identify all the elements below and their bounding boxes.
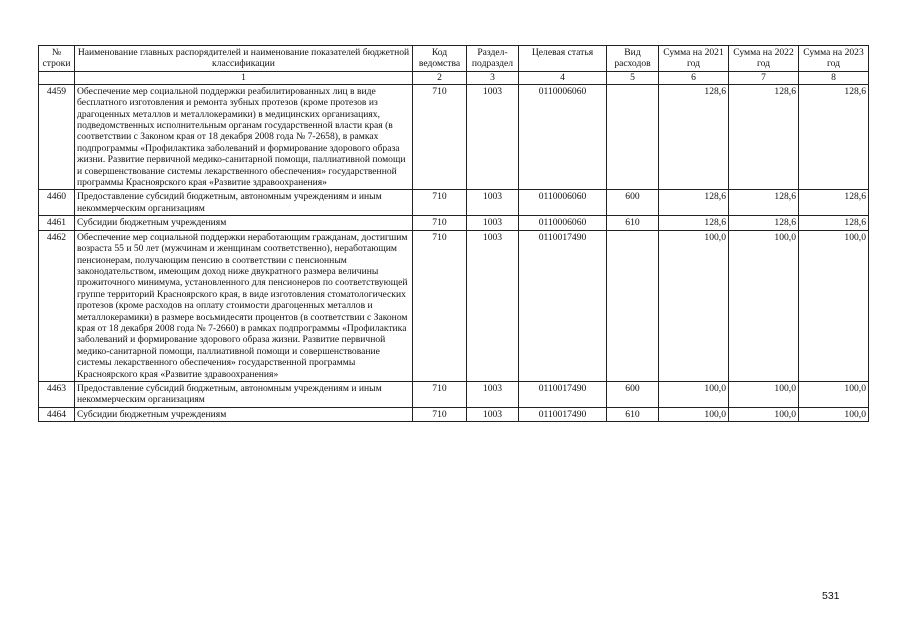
header-dept-code: Код ведомства bbox=[413, 46, 467, 72]
target-article-cell: 0110006060 bbox=[519, 216, 607, 230]
column-number: 5 bbox=[607, 71, 659, 84]
row-name-cell: Предоставление субсидий бюджетным, автономным учреждениям и иным некоммерческим организациям bbox=[75, 381, 413, 407]
header-sum-2023: Сумма на 2023 год bbox=[799, 46, 869, 72]
column-number: 2 bbox=[413, 71, 467, 84]
column-number: 1 bbox=[75, 71, 413, 84]
header-sum-2022: Сумма на 2022 год bbox=[729, 46, 799, 72]
column-number: 8 bbox=[799, 71, 869, 84]
section-cell: 1003 bbox=[467, 381, 519, 407]
section-cell: 1003 bbox=[467, 190, 519, 216]
column-number: 6 bbox=[659, 71, 729, 84]
sum-2022-cell: 100,0 bbox=[729, 230, 799, 381]
row-number-cell: 4461 bbox=[39, 216, 75, 230]
dept-code-cell: 710 bbox=[413, 190, 467, 216]
header-target-article: Целевая статья bbox=[519, 46, 607, 72]
header-expense-type: Вид расходов bbox=[607, 46, 659, 72]
header-row bbox=[39, 46, 869, 72]
sum-2022-cell: 128,6 bbox=[729, 216, 799, 230]
sum-2022-cell: 128,6 bbox=[729, 190, 799, 216]
column-number bbox=[39, 71, 75, 84]
page-number: 531 bbox=[822, 590, 840, 602]
target-article-cell: 0110017490 bbox=[519, 230, 607, 381]
row-number-cell: 4460 bbox=[39, 190, 75, 216]
sum-2021-cell: 100,0 bbox=[659, 381, 729, 407]
row-number-cell: 4464 bbox=[39, 407, 75, 421]
dept-code-cell: 710 bbox=[413, 84, 467, 190]
header-section: Раздел-подраздел bbox=[467, 46, 519, 72]
sum-2022-cell: 100,0 bbox=[729, 381, 799, 407]
header-sum-2021: Сумма на 2021 год bbox=[659, 46, 729, 72]
target-article-cell: 0110017490 bbox=[519, 381, 607, 407]
expense-type-cell: 600 bbox=[607, 381, 659, 407]
expense-type-cell bbox=[607, 230, 659, 381]
expense-type-cell: 610 bbox=[607, 407, 659, 421]
dept-code-cell: 710 bbox=[413, 230, 467, 381]
header-row-number: № строки bbox=[39, 46, 75, 72]
row-name-cell: Субсидии бюджетным учреждениям bbox=[75, 216, 413, 230]
row-name-cell: Субсидии бюджетным учреждениям bbox=[75, 407, 413, 421]
table-row bbox=[39, 407, 869, 421]
sum-2023-cell: 128,6 bbox=[799, 84, 869, 190]
column-number: 4 bbox=[519, 71, 607, 84]
column-number-row bbox=[39, 71, 869, 84]
sum-2023-cell: 128,6 bbox=[799, 216, 869, 230]
sum-2021-cell: 128,6 bbox=[659, 216, 729, 230]
row-name-cell: Обеспечение мер социальной поддержки неработающим гражданам, достигшим возраста 55 и 50 лет (мужчинам и женщинам соответственно), неработающим пенсионерам, получающим пенсию в соответствии с пенсионным законодательством, имеющим доход ниже двукратного размера величины прожиточного минимума, установленного для пенсионеров по соответствующей группе территорий Красноярского края, в виде изготовления стоматологических протезов (кроме расходов на оплату стоимости драгоценных металлов и металлокерамики) в размере восьмидесяти процентов (в соответствии с Законом края от 18 декабря 2008 года № 7-2660) в рамках подпрограммы «Профилактика заболеваний и формирование здорового образа жизни. Развитие первичной медико-санитарной помощи, паллиативной помощи и совершенствование системы лекарственного обеспечения» государственной программы Красноярского края «Развитие здравоохранения» bbox=[75, 230, 413, 381]
sum-2023-cell: 100,0 bbox=[799, 381, 869, 407]
header-name: Наименование главных распорядителей и наименование показателей бюджетной классификации bbox=[75, 46, 413, 72]
target-article-cell: 0110006060 bbox=[519, 190, 607, 216]
table-body bbox=[39, 46, 869, 422]
column-number: 3 bbox=[467, 71, 519, 84]
expense-type-cell: 600 bbox=[607, 190, 659, 216]
sum-2023-cell: 100,0 bbox=[799, 407, 869, 421]
table-row bbox=[39, 84, 869, 190]
table-row bbox=[39, 230, 869, 381]
row-number-cell: 4463 bbox=[39, 381, 75, 407]
section-cell: 1003 bbox=[467, 216, 519, 230]
row-name-cell: Обеспечение мер социальной поддержки реабилитированных лиц в виде бесплатного изготовления и ремонта зубных протезов (кроме протезов из драгоценных металлов и металлокерамики) в медицинских организациях, подведомственных исполнительным органам государственной власти края (в соответствии с Законом края от 18 декабря 2008 года № 7-2658), в рамках подпрограммы «Профилактика заболеваний и формирование здорового образа жизни. Развитие первичной медико-санитарной помощи, паллиативной помощи и совершенствование системы лекарственного обеспечения» государственной программы Красноярского края «Развитие здравоохранения» bbox=[75, 84, 413, 190]
sum-2021-cell: 128,6 bbox=[659, 190, 729, 216]
table-row bbox=[39, 216, 869, 230]
sum-2021-cell: 128,6 bbox=[659, 84, 729, 190]
row-number-cell: 4459 bbox=[39, 84, 75, 190]
row-number-cell: 4462 bbox=[39, 230, 75, 381]
dept-code-cell: 710 bbox=[413, 216, 467, 230]
budget-table bbox=[38, 45, 869, 422]
dept-code-cell: 710 bbox=[413, 381, 467, 407]
sum-2022-cell: 100,0 bbox=[729, 407, 799, 421]
sum-2023-cell: 128,6 bbox=[799, 190, 869, 216]
sum-2023-cell: 100,0 bbox=[799, 230, 869, 381]
row-name-cell: Предоставление субсидий бюджетным, автономным учреждениям и иным некоммерческим организациям bbox=[75, 190, 413, 216]
target-article-cell: 0110006060 bbox=[519, 84, 607, 190]
expense-type-cell bbox=[607, 84, 659, 190]
table-row bbox=[39, 190, 869, 216]
expense-type-cell: 610 bbox=[607, 216, 659, 230]
column-number: 7 bbox=[729, 71, 799, 84]
sum-2021-cell: 100,0 bbox=[659, 407, 729, 421]
sum-2022-cell: 128,6 bbox=[729, 84, 799, 190]
section-cell: 1003 bbox=[467, 407, 519, 421]
target-article-cell: 0110017490 bbox=[519, 407, 607, 421]
section-cell: 1003 bbox=[467, 84, 519, 190]
section-cell: 1003 bbox=[467, 230, 519, 381]
sum-2021-cell: 100,0 bbox=[659, 230, 729, 381]
table-row bbox=[39, 381, 869, 407]
dept-code-cell: 710 bbox=[413, 407, 467, 421]
